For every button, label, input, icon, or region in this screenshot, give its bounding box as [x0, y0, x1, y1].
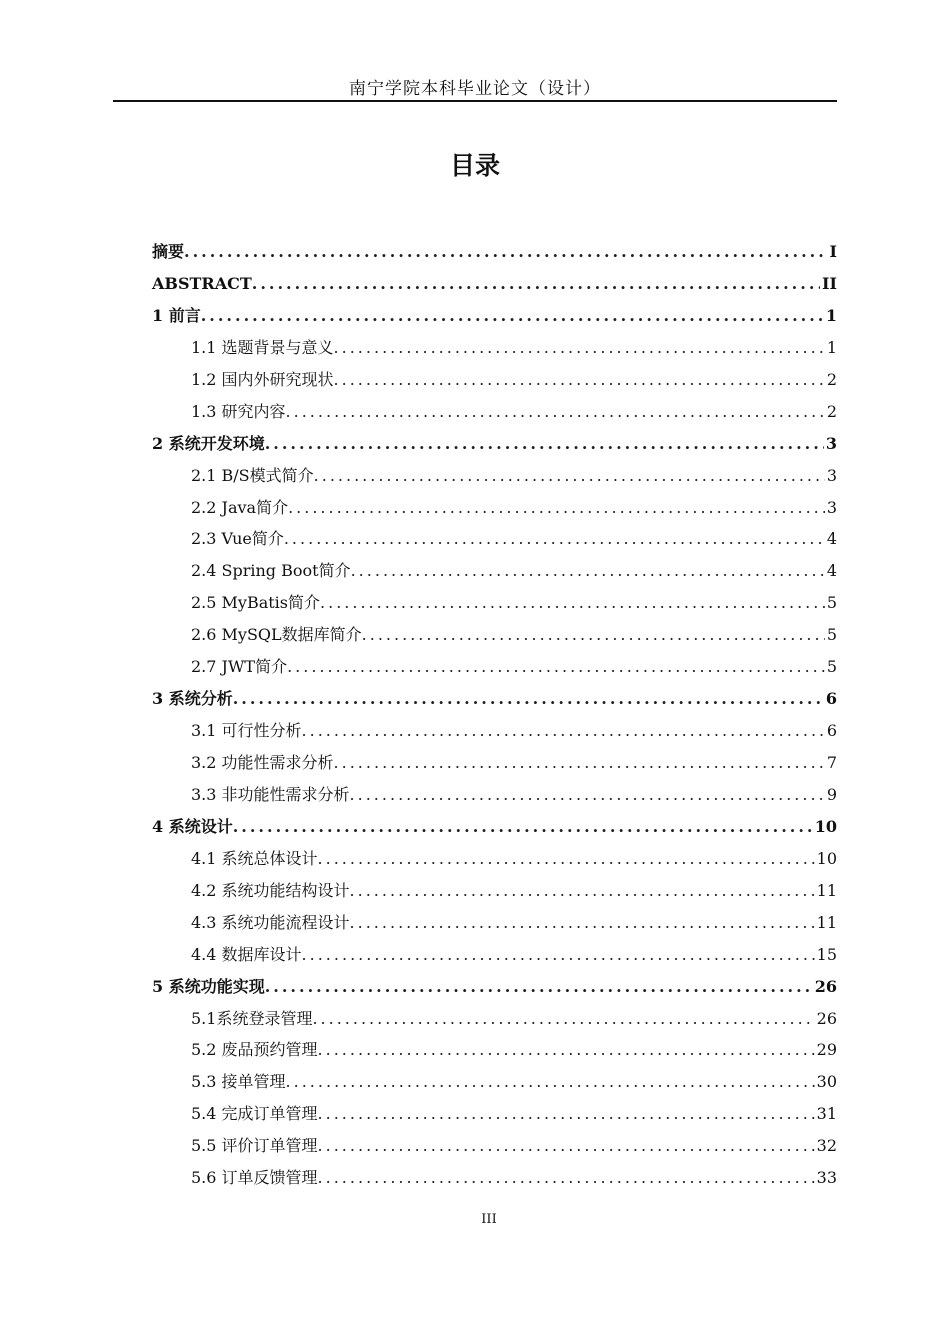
toc-entry-label: 2.1 B/S模式简介 [191, 465, 314, 485]
toc-leader-dots [288, 492, 825, 524]
toc-entry-label: 3.3 非功能性需求分析 [191, 784, 350, 804]
toc-leader-dots [302, 939, 815, 971]
toc-entry-page: II [822, 273, 837, 293]
toc-entry-page: 6 [825, 689, 837, 709]
toc-entry-page: 1 [826, 337, 837, 357]
toc-entry[interactable] [152, 779, 837, 811]
toc-entry[interactable] [152, 1034, 837, 1066]
toc-entry[interactable] [152, 396, 837, 428]
toc-entry-page: 30 [816, 1072, 837, 1092]
toc-entry-page: 2 [826, 401, 837, 421]
toc-entry[interactable] [152, 1003, 837, 1035]
toc-leader-dots [184, 236, 828, 268]
toc-entry[interactable] [152, 364, 837, 396]
toc-entry-page: 15 [816, 944, 837, 964]
toc-leader-dots [318, 1130, 815, 1162]
toc-entry-page: 2 [826, 369, 837, 389]
toc-entry-label: 5.6 订单反馈管理 [191, 1168, 318, 1188]
toc-entry[interactable] [152, 587, 837, 619]
toc-entry[interactable] [152, 811, 837, 843]
toc-entry-page: 5 [826, 625, 837, 645]
toc-entry-label: 2.5 MyBatis简介 [191, 593, 321, 613]
toc-entry-page: 5 [826, 593, 837, 613]
toc-entry-label: 2.6 MySQL数据库简介 [191, 625, 362, 645]
toc-entry-label: 1.1 选题背景与意义 [191, 337, 334, 357]
toc-entry-page: 10 [816, 848, 837, 868]
toc-leader-dots [351, 555, 825, 587]
toc-entry-page: 31 [816, 1104, 837, 1124]
page-number: III [481, 1212, 497, 1227]
toc-leader-dots [287, 651, 825, 683]
toc-entry-label: 2.4 Spring Boot简介 [191, 561, 351, 581]
toc-entry-page: 10 [814, 816, 837, 836]
toc-entry-label: ABSTRACT [152, 273, 252, 293]
toc-entry-page: 9 [826, 784, 837, 804]
toc-entry-page: 29 [816, 1040, 837, 1060]
toc-entry-page: 3 [826, 497, 837, 517]
toc-entry[interactable] [152, 1162, 837, 1194]
table-of-contents [152, 236, 837, 1194]
toc-entry-page: 11 [816, 880, 837, 900]
toc-entry-label: 4.3 系统功能流程设计 [191, 912, 350, 932]
toc-entry[interactable] [152, 907, 837, 939]
toc-entry-page: 1 [825, 305, 837, 325]
toc-entry[interactable] [152, 460, 837, 492]
toc-entry-label: 5 系统功能实现 [152, 976, 265, 996]
toc-leader-dots [284, 523, 825, 555]
toc-entry-page: I [829, 242, 837, 261]
toc-entry-label: 5.2 废品预约管理 [191, 1040, 318, 1060]
toc-entry-page: 6 [826, 721, 837, 741]
toc-entry-label: 5.1系统登录管理 [191, 1008, 313, 1028]
toc-entry-page: 5 [826, 657, 837, 677]
toc-entry-label: 1 前言 [152, 305, 201, 325]
toc-leader-dots [252, 268, 820, 300]
toc-entry-label: 5.5 评价订单管理 [191, 1136, 318, 1156]
toc-entry[interactable] [152, 1066, 837, 1098]
toc-leader-dots [334, 364, 825, 396]
header-rule [113, 100, 837, 102]
running-header: 南宁学院本科毕业论文（设计） [349, 79, 601, 99]
toc-entry[interactable] [152, 428, 837, 460]
toc-entry-page: 4 [826, 529, 837, 549]
toc-leader-dots [350, 779, 825, 811]
toc-entry-label: 3 系统分析 [152, 689, 233, 709]
toc-entry-label: 1.3 研究内容 [191, 401, 286, 421]
toc-entry[interactable] [152, 651, 837, 683]
toc-leader-dots [334, 747, 825, 779]
toc-leader-dots [318, 843, 815, 875]
toc-entry[interactable] [152, 747, 837, 779]
toc-entry-page: 4 [826, 561, 837, 581]
toc-entry[interactable] [152, 268, 837, 300]
toc-entry-page: 32 [816, 1136, 837, 1156]
toc-leader-dots [314, 460, 825, 492]
toc-entry[interactable] [152, 492, 837, 524]
toc-entry-label: 2.7 JWT简介 [191, 657, 288, 677]
toc-entry-label: 1.2 国内外研究现状 [191, 369, 334, 389]
toc-entry-label: 4.2 系统功能结构设计 [191, 880, 350, 900]
toc-entry[interactable] [152, 939, 837, 971]
toc-title: 目录 [449, 151, 500, 180]
toc-entry-label: 3.1 可行性分析 [191, 721, 302, 741]
toc-entry-label: 5.3 接单管理 [191, 1072, 286, 1092]
toc-entry-label: 5.4 完成订单管理 [191, 1104, 318, 1124]
toc-entry[interactable] [152, 971, 837, 1003]
toc-entry[interactable] [152, 523, 837, 555]
toc-entry-label: 4.4 数据库设计 [191, 944, 302, 964]
toc-leader-dots [334, 332, 825, 364]
toc-entry[interactable] [152, 1130, 837, 1162]
toc-leader-dots [233, 811, 813, 843]
toc-entry-page: 3 [826, 465, 837, 485]
toc-entry-label: 4.1 系统总体设计 [191, 848, 318, 868]
toc-leader-dots [286, 396, 825, 428]
toc-entry-label: 2 系统开发环境 [152, 433, 265, 453]
toc-entry[interactable] [152, 1098, 837, 1130]
toc-entry[interactable] [152, 875, 837, 907]
toc-leader-dots [350, 875, 815, 907]
toc-leader-dots [312, 1003, 814, 1035]
toc-entry-page: 3 [825, 433, 837, 453]
toc-leader-dots [302, 715, 825, 747]
toc-entry[interactable] [152, 300, 837, 332]
toc-leader-dots [320, 587, 825, 619]
toc-entry-page: 11 [816, 912, 837, 932]
toc-leader-dots [318, 1098, 815, 1130]
toc-leader-dots [233, 683, 824, 715]
toc-leader-dots [265, 428, 824, 460]
toc-entry[interactable] [152, 332, 837, 364]
toc-entry-page: 26 [816, 1008, 837, 1028]
toc-leader-dots [286, 1066, 815, 1098]
toc-entry-page: 26 [814, 976, 837, 996]
toc-entry-label: 2.2 Java简介 [191, 497, 289, 517]
toc-leader-dots [318, 1162, 815, 1194]
toc-entry[interactable] [152, 683, 837, 715]
toc-entry-label: 4 系统设计 [152, 816, 233, 836]
toc-entry[interactable] [152, 236, 837, 268]
toc-entry-label: 3.2 功能性需求分析 [191, 753, 334, 772]
toc-leader-dots [201, 300, 824, 332]
toc-entry[interactable] [152, 555, 837, 587]
toc-entry[interactable] [152, 619, 837, 651]
toc-entry-page: 33 [816, 1168, 837, 1188]
toc-leader-dots [362, 619, 825, 651]
toc-leader-dots [318, 1034, 815, 1066]
toc-entry-label: 2.3 Vue简介 [191, 529, 284, 549]
toc-leader-dots [265, 971, 813, 1003]
toc-leader-dots [350, 907, 815, 939]
toc-entry-page: 7 [826, 753, 837, 772]
toc-entry[interactable] [152, 843, 837, 875]
toc-entry[interactable] [152, 715, 837, 747]
toc-entry-label: 摘要 [152, 242, 185, 261]
